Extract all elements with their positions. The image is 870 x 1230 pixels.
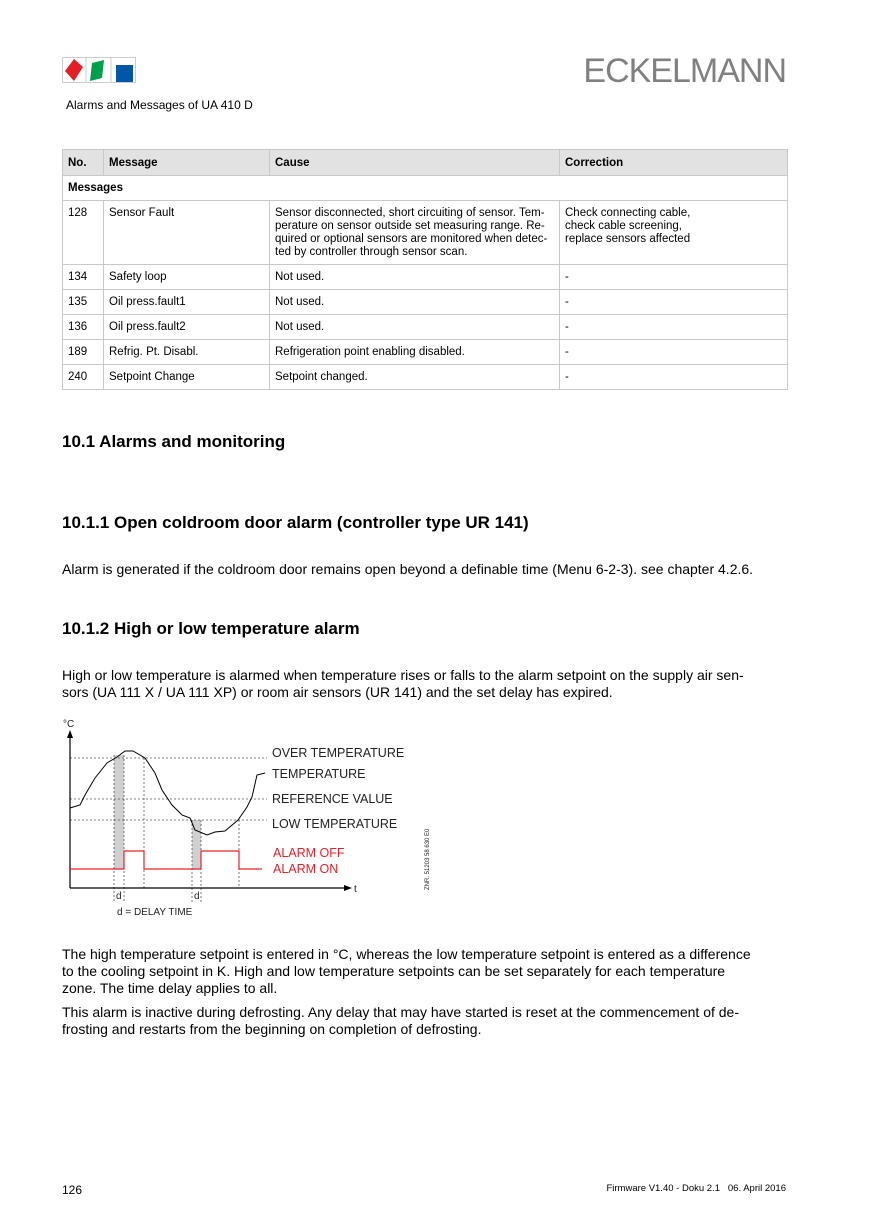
y-axis-arrow [67,730,73,738]
table-row [63,265,788,290]
cell-no: 240 [63,365,104,390]
paragraph-temp-alarm: High or low temperature is alarmed when temperature rises or falls to the alarm setpoint on the supply air sen- sors (UA 111 X / UA 111 XP) or room air sensors (UR 141) and the set delay has expired. [62,667,744,700]
cell-cause: Refrigeration point enabling disabled. [270,340,560,365]
cell-correction: - [560,315,788,340]
cell-cause: Setpoint changed. [270,365,560,390]
page-number: 126 [62,1183,83,1197]
table-row [63,290,788,315]
threshold-lines [70,755,267,902]
y-axis-label: °C [63,719,75,730]
col-no: No. [63,150,104,176]
paragraph-defrosting: This alarm is inactive during defrosting. Any delay that may have started is reset at the commencement of de- frosting and restarts from the beginning on completion of defrosting. [62,1004,739,1037]
col-cause: Cause [270,150,560,176]
footer-version: Firmware V1.40 - Doku 2.1 06. April 2016 [606,1183,786,1194]
cell-correction: - [560,340,788,365]
section-row: Messages [63,176,788,201]
cell-message: Sensor Fault [104,201,270,265]
drawing-code: ZNR. 51203 58 630 E0 [425,828,431,890]
cell-no: 128 [63,201,104,265]
table-header-row [63,150,788,176]
table-row [63,365,788,390]
cell-no: 136 [63,315,104,340]
heading-10-1: 10.1 Alarms and monitoring [62,432,286,451]
delay-label-1: d [116,891,122,902]
label-temperature: TEMPERATURE [272,767,366,781]
heading-10-1-2: 10.1.2 High or low temperature alarm [62,619,360,638]
cell-message: Oil press.fault2 [104,315,270,340]
x-axis-label: t [354,884,357,895]
temperature-curve [70,751,265,835]
cell-message: Refrig. Pt. Disabl. [104,340,270,365]
paragraph-setpoints: The high temperature setpoint is entered in °C, whereas the low temperature setpoint is entered as a difference to the cooling setpoint in K. High and low temperature setpoints can be set separately for each temperature zone. The time delay applies to all. [62,946,751,996]
cell-correction: - [560,290,788,315]
cell-message: Oil press.fault1 [104,290,270,315]
label-over-temperature: OVER TEMPERATURE [272,746,405,760]
messages-table [62,149,788,390]
label-reference-value: REFERENCE VALUE [272,792,393,806]
cell-message: Safety loop [104,265,270,290]
table-row [63,201,788,265]
cell-cause: Not used. [270,290,560,315]
document-subtitle: Alarms and Messages of UA 410 D [66,98,253,112]
label-alarm-off: ALARM OFF [273,846,345,860]
cell-cause: Not used. [270,315,560,340]
table-row [63,340,788,365]
cell-correction: - [560,265,788,290]
cell-no: 135 [63,290,104,315]
cell-message: Setpoint Change [104,365,270,390]
delay-legend: d = DELAY TIME [117,907,193,918]
x-axis-arrow [344,885,352,891]
eckelmann-logo [62,57,136,83]
alarm-signal [70,851,262,869]
col-correction: Correction [560,150,788,176]
label-alarm-on: ALARM ON [273,862,339,876]
cell-cause: Not used. [270,265,560,290]
heading-10-1-1: 10.1.1 Open coldroom door alarm (controller type UR 141) [62,513,529,532]
cell-no: 189 [63,340,104,365]
cell-correction: - [560,365,788,390]
brand-name: ECKELMANN [583,52,786,90]
table-row [63,315,788,340]
temperature-alarm-diagram [55,712,435,927]
cell-no: 134 [63,265,104,290]
paragraph-door-alarm: Alarm is generated if the coldroom door remains open beyond a definable time (Menu 6-2-3). see chapter 4.2.6. [62,561,754,577]
label-low-temperature: LOW TEMPERATURE [272,817,398,831]
delay-shading [114,755,201,869]
cell-cause: Sensor disconnected, short circuiting of sensor. Tem- perature on sensor outside set measuring range. Re- quired or optional sensors are monitored when detec- ted by controller through sensor scan. [270,201,560,265]
delay-label-2: d [194,891,200,902]
cell-correction: Check connecting cable, check cable screening, replace sensors affected [560,201,788,265]
col-message: Message [104,150,270,176]
